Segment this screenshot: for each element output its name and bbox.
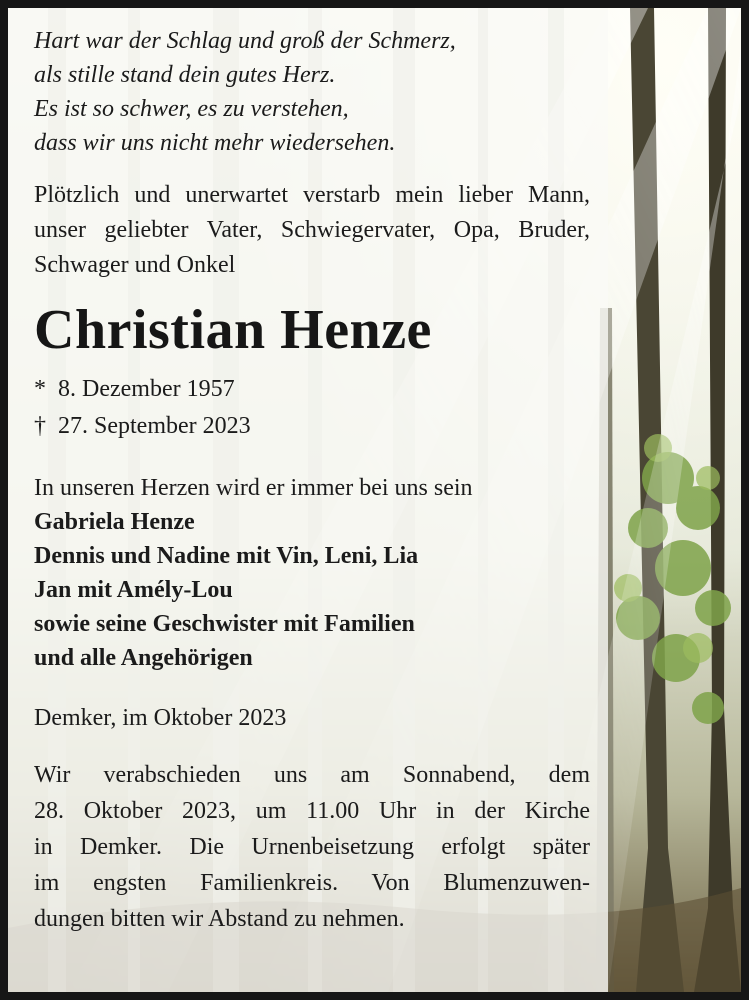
- poem-line: Hart war der Schlag und groß der Schmerz,: [34, 28, 456, 54]
- death-cross-symbol: †: [34, 413, 46, 439]
- mourner-line: Jan mit Amély-Lou: [34, 577, 233, 603]
- poem-line: Es ist so schwer, es zu verstehen,: [34, 96, 349, 122]
- mourners-intro: In unseren Herzen wird er immer bei uns sein: [34, 475, 473, 501]
- farewell-line: Wir verabschieden uns am Sonnabend, dem: [34, 762, 590, 788]
- place-date: Demker, im Oktober 2023: [34, 705, 287, 731]
- mourners-list: [34, 505, 590, 675]
- death-date: 27. September 2023: [58, 413, 251, 439]
- poem: [34, 24, 590, 160]
- farewell-line: 28. Oktober 2023, um 11.00 Uhr in der Kirche: [34, 798, 590, 824]
- poem-line: als stille stand dein gutes Herz.: [34, 62, 336, 88]
- mourner-line: Dennis und Nadine mit Vin, Leni, Lia: [34, 543, 419, 569]
- farewell-notice: [34, 757, 590, 937]
- birth-date: 8. Dezember 1957: [58, 376, 235, 402]
- mourner-line: und alle Angehörigen: [34, 645, 253, 671]
- deceased-name: Christian Henze: [34, 299, 432, 361]
- poem-line: dass wir uns nicht mehr wiedersehen.: [34, 130, 396, 156]
- intro-text: [34, 178, 590, 283]
- intro-line: Opa, Bruder, Schwager und Onkel: [34, 217, 591, 278]
- farewell-line: in Demker. Die Urnenbeisetzung erfolgt später: [34, 834, 590, 860]
- birth-star-symbol: *: [34, 376, 46, 402]
- life-dates: [34, 371, 590, 445]
- farewell-line: im engsten Familienkreis. Von Blumenzuwen-: [34, 870, 590, 896]
- mourner-line: sowie seine Geschwister mit Familien: [34, 611, 415, 637]
- obituary-text: [34, 24, 590, 937]
- mourner-line: Gabriela Henze: [34, 509, 195, 535]
- farewell-line: dungen bitten wir Abstand zu nehmen.: [34, 906, 405, 932]
- intro-line: Plötzlich und unerwartet verstarb mein lieber: [34, 182, 513, 208]
- intro-line: Mann, unser geliebter Vater, Schwiegervater,: [34, 182, 590, 243]
